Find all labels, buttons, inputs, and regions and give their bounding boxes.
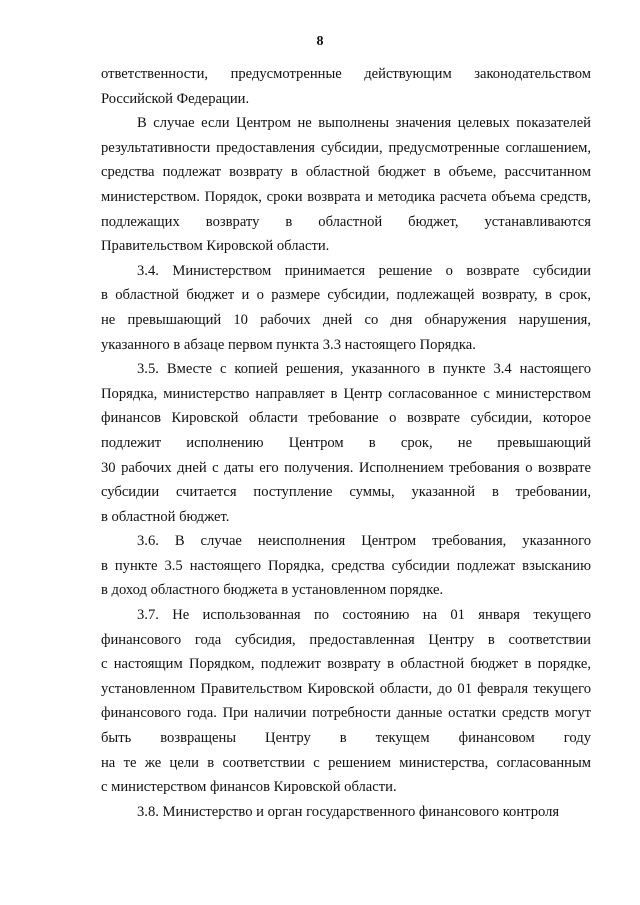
text-line: финансового года субсидия, предоставленная Центру в соответствии	[101, 631, 591, 648]
text-line: субсидии считается поступление суммы, указанной в требовании,	[101, 484, 591, 501]
text-line: Российской Федерации.	[101, 90, 250, 107]
text-line: в пункте 3.5 настоящего Порядка, средства субсидии подлежат взысканию	[101, 557, 591, 574]
text-line: средства подлежат возврату в областной бюджет в объеме, рассчитанном	[101, 164, 591, 181]
paragraph	[101, 529, 591, 603]
text-line: с министерством финансов Кировской области.	[101, 779, 397, 796]
text-line: подлежит исполнению Центром в срок, не превышающий	[101, 434, 591, 451]
text-line: министерством. Порядок, сроки возврата и методика расчета объема средств,	[101, 188, 591, 205]
text-line: 3.6. В случае неисполнения Центром требования, указанного	[137, 533, 591, 550]
paragraph	[101, 62, 591, 111]
text-line: не превышающий 10 рабочих дней со дня обнаружения нарушения,	[101, 311, 591, 328]
text-line: финансового года. При наличии потребности данные остатки средств могут	[101, 705, 591, 722]
text-line: установленном Правительством Кировской области, до 01 февраля текущего	[101, 680, 591, 697]
text-line: 3.4. Министерством принимается решение о возврате субсидии	[137, 262, 591, 279]
paragraph	[101, 111, 591, 259]
text-line: подлежащих возврату в областной бюджет, устанавливаются	[101, 213, 591, 230]
text-line: в областной бюджет.	[101, 508, 230, 525]
text-line: в доход областного бюджета в установленном порядке.	[101, 582, 444, 599]
text-line: Правительством Кировской области.	[101, 238, 330, 255]
text-line: на те же цели в соответствии с решением министерства, согласованным	[101, 754, 591, 771]
text-line: 3.8. Министерство и орган государственного финансового контроля	[137, 803, 560, 820]
text-line: 3.7. Не использованная по состоянию на 01 января текущего	[137, 607, 591, 624]
text-line: быть возвращены Центру в текущем финансовом году	[101, 730, 591, 747]
paragraph	[101, 603, 591, 800]
paragraph	[101, 357, 591, 529]
page-number: 8	[316, 34, 324, 49]
text-line: в областной бюджет и о размере субсидии, подлежащей возврату, в срок,	[101, 287, 591, 304]
text-line: результативности предоставления субсидии, предусмотренные соглашением,	[101, 139, 591, 156]
paragraph	[101, 259, 591, 357]
text-line: 3.5. Вместе с копией решения, указанного в пункте 3.4 настоящего	[137, 361, 591, 378]
text-line: финансов Кировской области требование о возврате субсидии, которое	[101, 410, 591, 427]
paragraph	[101, 800, 591, 825]
text-line: Порядка, министерство направляет в Центр согласованное с министерством	[101, 385, 591, 402]
text-line: с настоящим Порядком, подлежит возврату в областной бюджет в порядке,	[101, 656, 591, 673]
text-line: указанного в абзаце первом пункта 3.3 настоящего Порядка.	[101, 336, 476, 353]
text-line: ответственности, предусмотренные действующим законодательством	[101, 66, 591, 82]
document-body	[101, 62, 591, 824]
text-line: В случае если Центром не выполнены значения целевых показателей	[137, 115, 591, 132]
text-line: 30 рабочих дней с даты его получения. Исполнением требования о возврате	[101, 459, 591, 476]
